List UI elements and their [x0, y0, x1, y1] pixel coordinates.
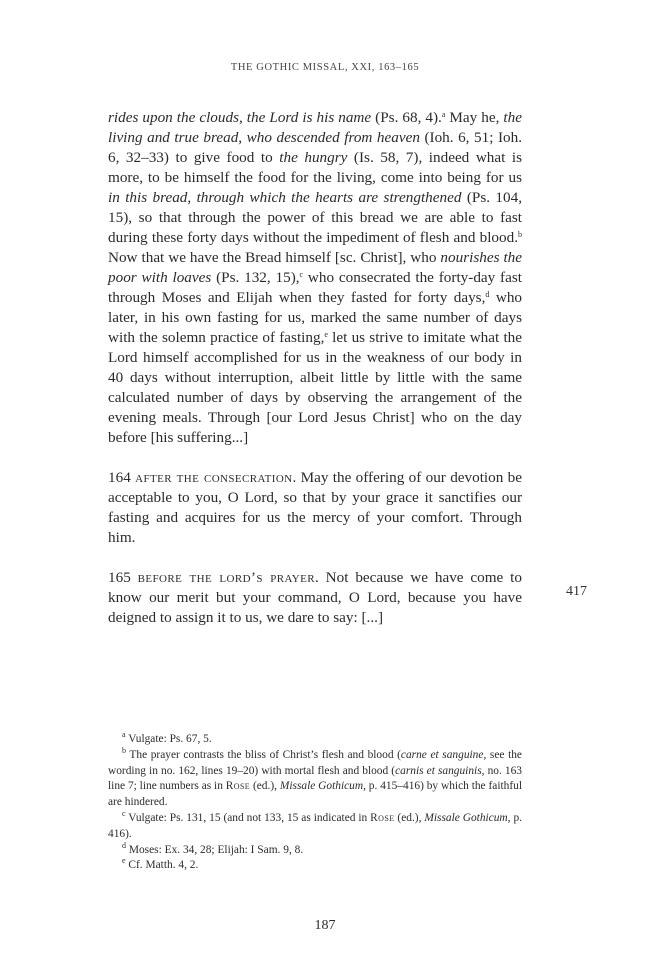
footnote-text: Cf. Matth. 4, 2.: [125, 859, 199, 872]
footnote-text: , no. 163 line 7; line numbers as in: [108, 764, 522, 793]
section-heading: after the consecration: [135, 469, 293, 486]
footnote-d: [108, 840, 522, 859]
footnote-text: , see the wording in no. 162, lines 19–20) with mortal flesh and blood (: [108, 748, 522, 777]
main-text: [108, 108, 522, 628]
footnote-mark: a: [122, 730, 126, 739]
footnote-ref-b[interactable]: b: [518, 230, 522, 239]
quotation: nourishes the poor with loaves: [108, 249, 522, 286]
footnote-text: Vulgate: Ps. 67, 5.: [125, 733, 212, 745]
footnote-b: [108, 745, 522, 811]
text-run: (Ioh. 6, 51; Ioh. 6, 32–33) to give food to: [108, 129, 522, 166]
footnote-ref-c[interactable]: c: [299, 270, 304, 279]
footnote-text: Moses: Ex. 34, 28; Elijah: I Sam. 9, 8.: [126, 843, 304, 856]
footnote-a: [108, 732, 522, 748]
text-run: (Ps. 104, 15), so that through the power of this bread we are able to fast during these forty days without the impediment of flesh and blood.: [108, 189, 523, 246]
footnote-ref-e[interactable]: e: [324, 330, 328, 339]
quotation: the living and true bread, who descended from heaven: [108, 109, 522, 146]
footnotes: [108, 732, 522, 874]
footnote-text: (ed.),: [394, 811, 425, 824]
section-heading: before the lord’s prayer: [137, 569, 315, 586]
quotation: in this bread, through which the hearts are strengthened: [108, 189, 462, 206]
footnote-text: (ed.),: [250, 780, 280, 793]
quotation: the hungry: [279, 149, 348, 166]
footnote-mark: e: [122, 856, 126, 866]
paragraph-164: [108, 468, 522, 548]
footnote-text: , p. 415–416) by which the faithful are hindered.: [108, 780, 522, 809]
footnote-e: [108, 858, 522, 874]
footnote-ref-d[interactable]: d: [485, 290, 490, 299]
footnote-mark: b: [122, 745, 126, 755]
text-run: (Ps. 68, 4).: [371, 109, 442, 126]
paragraph-165: [108, 568, 522, 628]
author-name: Rose: [225, 780, 251, 793]
text-run: let us strive to imitate what the Lord himself accomplished for us in the weakness of our body in 40 days without interruption, albeit little by little with the same calculated number of days by observing the arrangement of the evening meals. Through [our Lord Jesus Christ] who on the day before [his suffering...]: [108, 329, 523, 446]
footnote-text: Vulgate: Ps. 131, 15 (and not 133, 15 as indicated in: [125, 811, 371, 824]
text-run: May he,: [445, 109, 504, 126]
running-head: THE GOTHIC MISSAL, XXI, 163–165: [230, 62, 420, 73]
footnote-italic: Missale Gothicum: [424, 811, 508, 824]
footnote-text: The prayer contrasts the bliss of Christ’s flesh and blood (: [126, 748, 401, 761]
page-number: 187: [314, 918, 336, 933]
footnote-text: , p. 416).: [108, 811, 522, 840]
section-number: 164: [108, 469, 136, 486]
paragraph-163: [108, 108, 522, 448]
quotation: rides upon the clouds, the Lord is his name: [108, 109, 372, 126]
footnote-italic: Missale Gothicum: [279, 780, 364, 793]
footnote-c: [108, 808, 522, 843]
footnote-mark: d: [122, 840, 126, 850]
author-name: Rose: [370, 811, 395, 824]
text-run: Now that we have the Bread himself [sc. Christ], who: [108, 249, 441, 266]
text-run: . Not because we have come to know our merit but your command, O Lord, because you have deigned to assign it to us, we dare to say: [...]: [108, 569, 522, 626]
text-run: (Is. 58, 7), indeed what is more, to be himself the food for the living, come into being for us: [108, 149, 523, 186]
footnote-ref-a[interactable]: a: [441, 110, 446, 119]
text-run: (Ps. 132, 15),: [211, 269, 300, 286]
footnote-mark: c: [122, 808, 126, 818]
section-number: 165: [108, 569, 138, 586]
text-run: who later, in his own fasting for us, marked the same number of days with the solemn practice of fasting,: [108, 289, 523, 346]
text-run: . May the offering of our devotion be acceptable to you, O Lord, so that by your grace it sanctifies our fasting and acquires for us the mercy of your comfort. Through him.: [108, 469, 523, 546]
footnote-italic: carne et sanguine: [400, 748, 484, 761]
footnote-italic: carnis et sanguinis: [395, 764, 482, 777]
margin-line-number: 417: [566, 584, 587, 599]
text-run: who consecrated the forty-day fast through Moses and Elijah when they fasted for forty days,: [108, 269, 522, 306]
